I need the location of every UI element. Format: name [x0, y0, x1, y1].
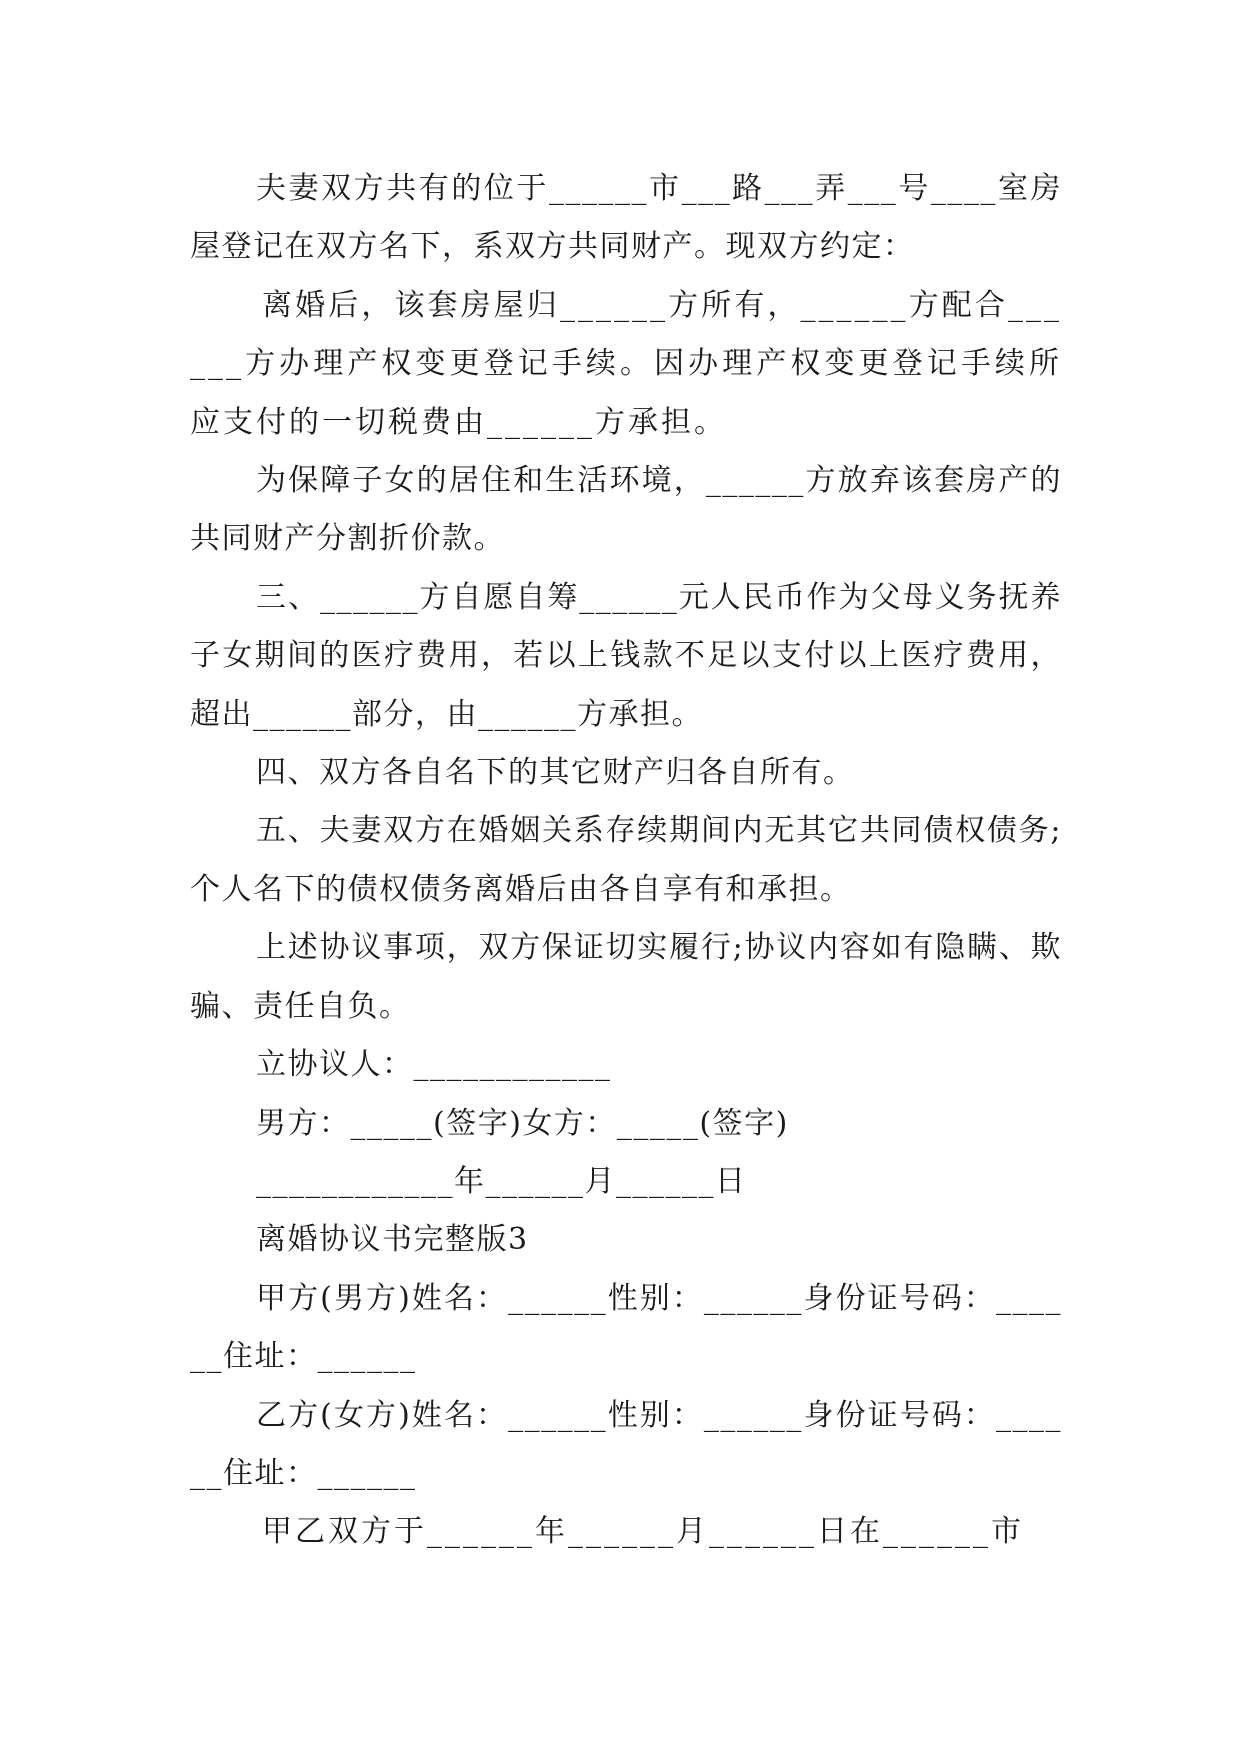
- paragraph-agreement-statement: 上述协议事项，双方保证切实履行;协议内容如有隐瞒、欺骗、责任自负。: [190, 930, 1062, 1024]
- paragraph-clause-three: 三、______方自愿自筹______元人民币作为父母义务抚养子女期间的医疗费用，若以上钱款不足以支付以上医疗费用，超出______部分，由______方承担。: [190, 579, 1062, 732]
- paragraph-property-location: 夫妻双方共有的位于______市___路___弄___号____室房屋登记在双方名下，系双方共同财产。现双方约定：: [190, 171, 1062, 265]
- signatory-line: 立协议人：____________: [256, 1047, 612, 1083]
- date-line: ____________年______月______日: [256, 1163, 747, 1199]
- paragraph-clause-five: 五、夫妻双方在婚姻关系存续期间内无其它共同债权债务;个人名下的债权债务离婚后由各自享有和承担。: [190, 813, 1062, 907]
- party-b-info: 乙方(女方)姓名：______性别：______身份证号码：______住址：______: [190, 1397, 1062, 1491]
- paragraph-clause-four: 四、双方各自名下的其它财产归各自所有。: [256, 755, 855, 791]
- party-a-info: 甲方(男方)姓名：______性别：______身份证号码：______住址：______: [190, 1280, 1062, 1375]
- paragraph-house-ownership: 离婚后，该套房屋归______方所有，______方配合______方办理产权变更登记手续。因办理产权变更登记手续所应支付的一切税费由______方承担。: [190, 287, 1062, 440]
- paragraph-children-housing: 为保障子女的居住和生活环境，______方放弃该套房产的共同财产分割折价款。: [190, 463, 1062, 557]
- paragraph-marriage-registration: 甲乙双方于______年______月______日在______市: [262, 1514, 1024, 1550]
- document-page: [190, 160, 1062, 1562]
- signature-line: 男方：_____(签字)女方：_____(签字): [256, 1105, 789, 1141]
- section-heading: 离婚协议书完整版3: [256, 1222, 529, 1258]
